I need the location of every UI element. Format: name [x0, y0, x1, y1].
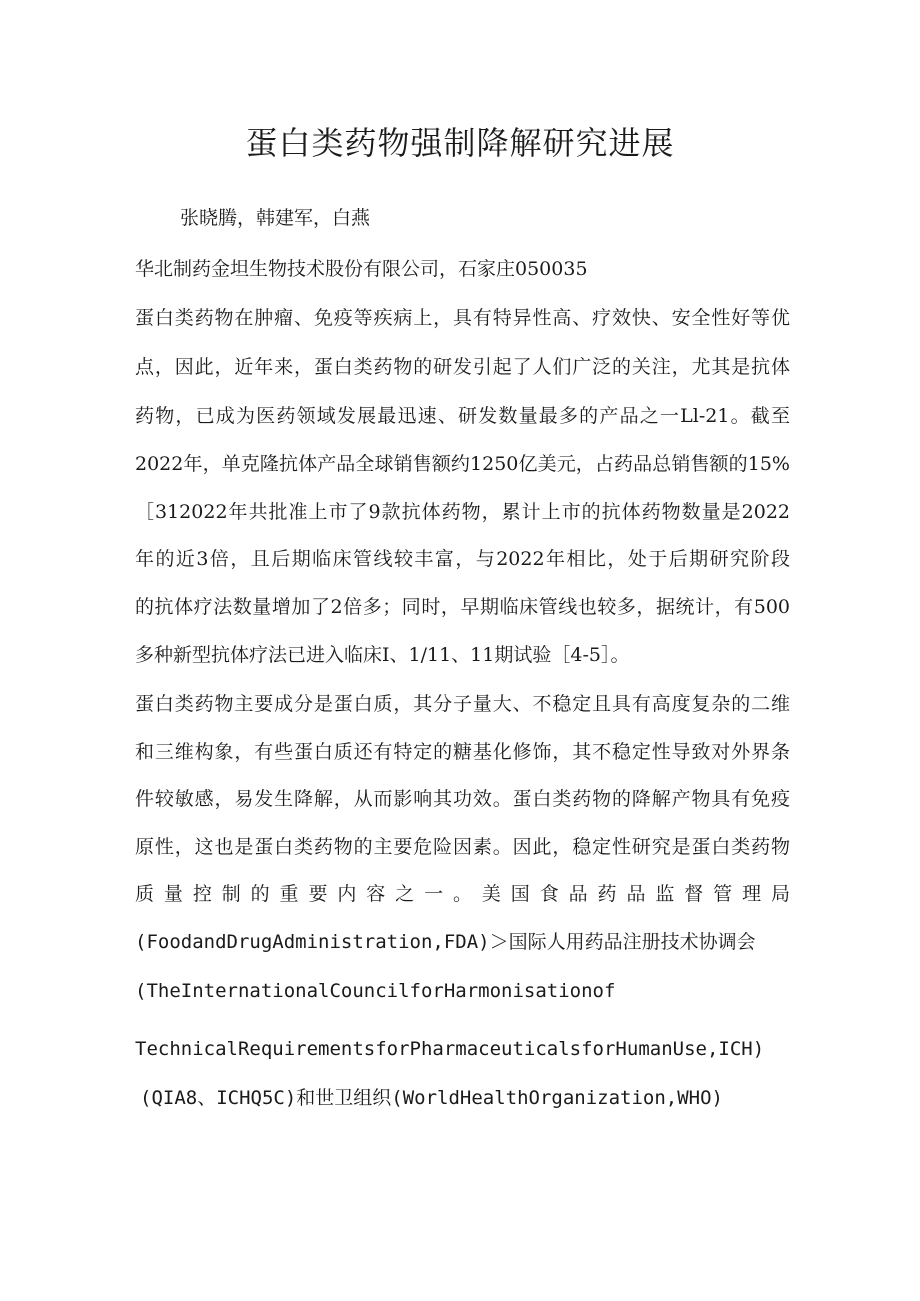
paragraph-line: TechnicalRequirementsforPharmaceuticalsforHumanUse,ICH)	[135, 1038, 765, 1060]
authors: 张晓腾，韩建军，白燕	[180, 207, 371, 229]
paragraph-line: 多种新型抗体疗法已进入临床I、1/11、11期试验［4-5］。	[135, 644, 630, 666]
paragraph-line: 年的近3倍，且后期临床管线较丰富，与2022年相比，处于后期研究阶段	[135, 548, 790, 570]
page-title: 蛋白类药物强制降解研究进展	[245, 124, 675, 162]
paragraph-line: 蛋白类药物在肿瘤、免疫等疾病上，具有特异性高、疗效快、安全性好等优	[135, 307, 790, 329]
paragraph-line: 药物，已成为医药领域发展最迅速、研发数量最多的产品之一Ll-21。截至	[135, 405, 790, 427]
paragraph-line: (FoodandDrugAdministration,FDA)＞国际人用药品注册技术协调会	[135, 931, 756, 953]
paragraph-line: 和三维构象，有些蛋白质还有特定的糖基化修饰，其不稳定性导致对外界条	[135, 741, 790, 763]
paragraph-line: ［312022年共批准上市了9款抗体药物，累计上市的抗体药物数量是2022	[135, 501, 790, 523]
affiliation: 华北制药金坦生物技术股份有限公司，石家庄050035	[135, 258, 588, 280]
paragraph-line: 原性，这也是蛋白类药物的主要危险因素。因此，稳定性研究是蛋白类药物	[135, 836, 790, 858]
paragraph-line: 的抗体疗法数量增加了2倍多；同时，早期临床管线也较多，据统计，有500	[135, 596, 790, 618]
paragraph-line: 2022年，单克隆抗体产品全球销售额约1250亿美元，占药品总销售额的15%	[135, 453, 790, 475]
paragraph-line: 件较敏感，易发生降解，从而影响其功效。蛋白类药物的降解产物具有免疫	[135, 788, 790, 810]
paragraph-line: (TheInternationalCouncilforHarmonisationof	[135, 980, 616, 1002]
paragraph-line: 点，因此，近年来，蛋白类药物的研发引起了人们广泛的关注，尤其是抗体	[135, 356, 790, 378]
paragraph-line: 蛋白类药物主要成分是蛋白质，其分子量大、不稳定且具有高度复杂的二维	[135, 693, 790, 715]
paragraph-line: (QIA8、ICHQ5C)和世卫组织(WorldHealthOrganization,WHO)	[140, 1087, 723, 1109]
paragraph-line: 质量控制的重要内容之一。美国食品药品监督管理局	[135, 883, 790, 905]
